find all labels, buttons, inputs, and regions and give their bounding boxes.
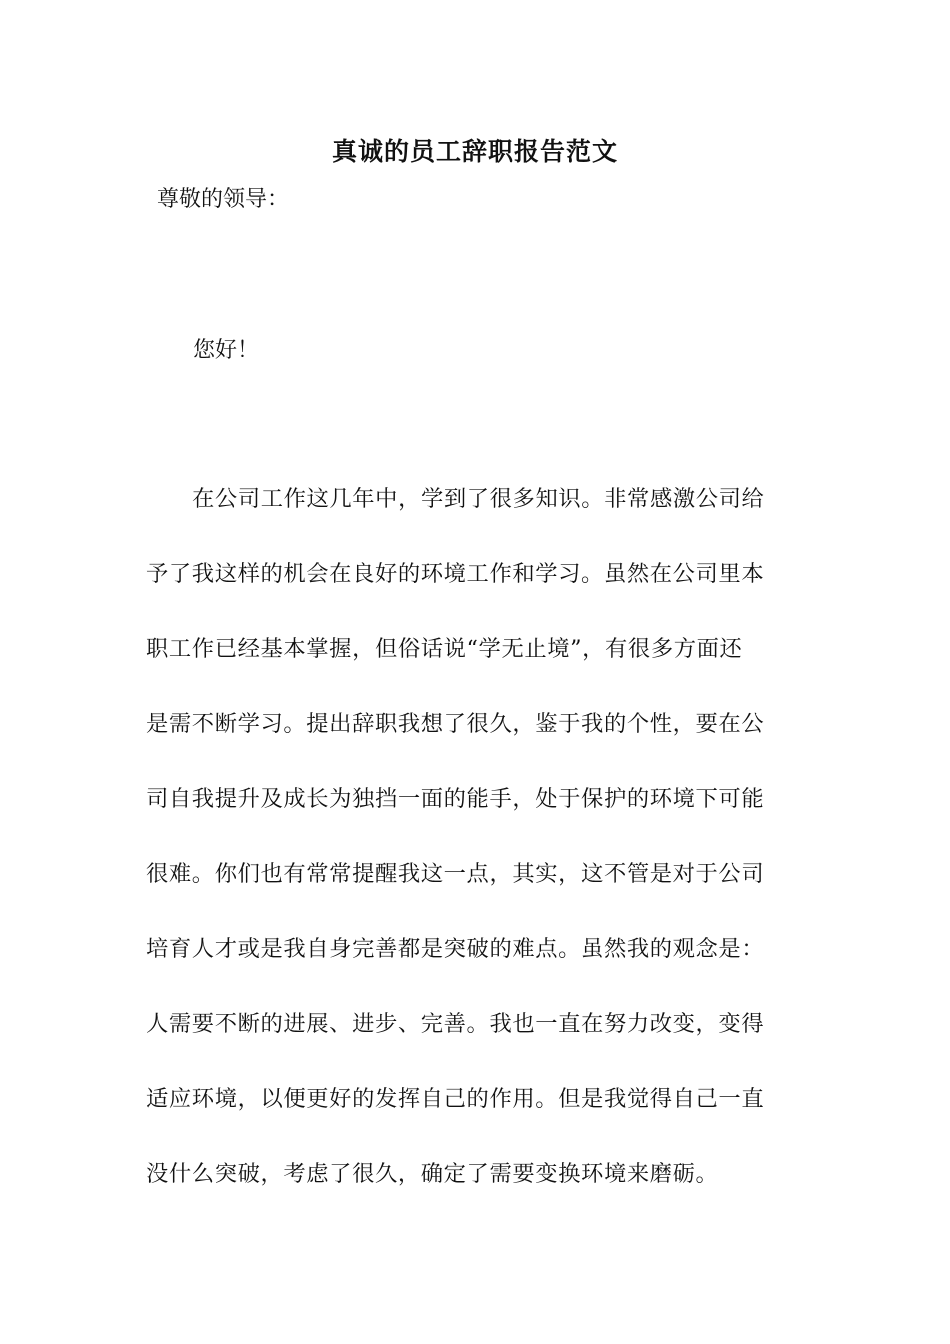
paragraph-line: 予了我这样的机会在良好的环境工作和学习。虽然在公司里本 [146,561,765,587]
body-paragraph [146,481,806,1231]
document-title: 真诚的员工辞职报告范文 [331,137,618,166]
salutation: 尊敬的领导： [157,187,290,212]
paragraph-line: 在公司工作这几年中，学到了很多知识。非常感激公司给 [192,486,765,512]
paragraph-line: 没什么突破，考虑了很久，确定了需要变换环境来磨砺。 [146,1161,719,1187]
paragraph-line: 适应环境，以便更好的发挥自己的作用。但是我觉得自己一直 [146,1086,765,1112]
paragraph-line: 职工作已经基本掌握，但俗话说“学无止境”，有很多方面还 [146,636,743,662]
paragraph-line: 人需要不断的进展、进步、完善。我也一直在努力改变，变得 [146,1011,765,1037]
paragraph-line: 司自我提升及成长为独挡一面的能手，处于保护的环境下可能 [146,786,765,812]
paragraph-line: 很难。你们也有常常提醒我这一点，其实，这不管是对于公司 [146,861,765,887]
paragraph-line: 是需不断学习。提出辞职我想了很久，鉴于我的个性，要在公 [146,711,765,737]
paragraph-line: 培育人才或是我自身完善都是突破的难点。虽然我的观念是： [146,936,765,962]
greeting: 您好！ [193,338,260,363]
